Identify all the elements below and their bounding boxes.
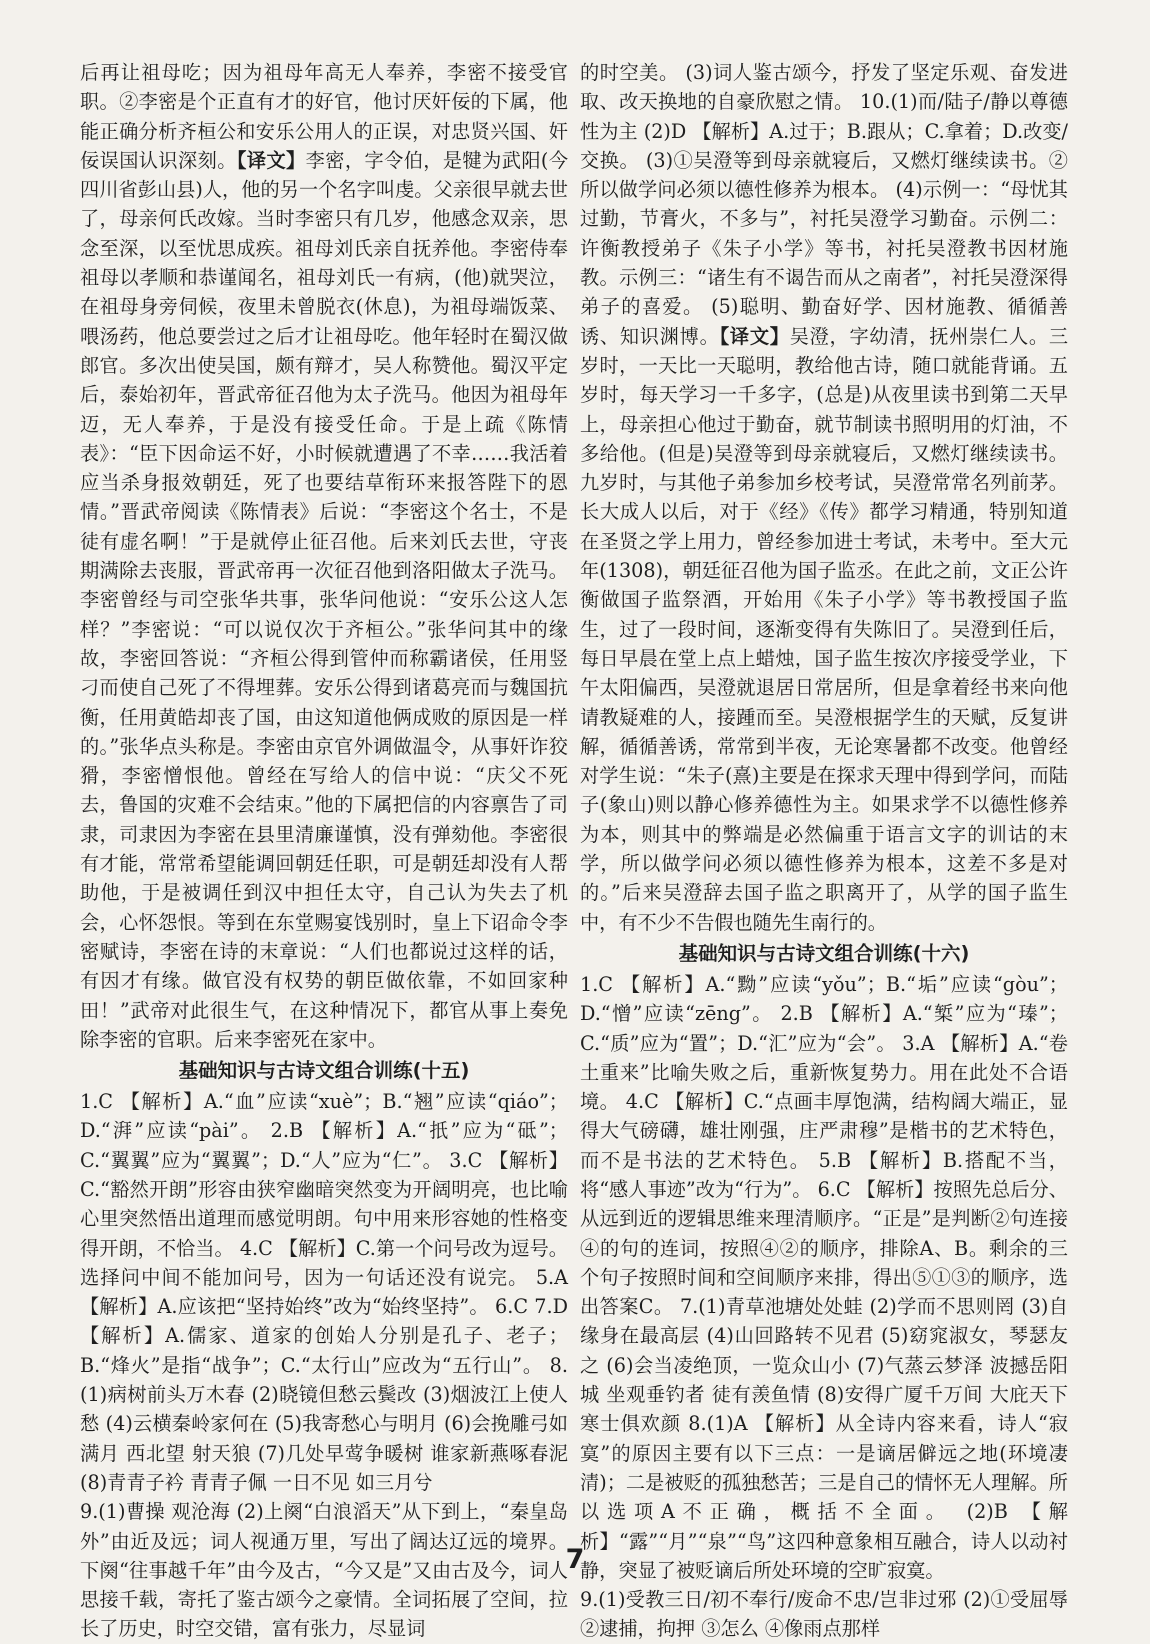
paragraph: 9.(1)曹操 观沧海 (2)上阕“白浪滔天”从下到上，“秦皇岛外”由近及远；词人视通万里，写出了阔达辽远的境界。下阕“往事越千年”由今及古，“今又是”又由古及今，词人思接千载，寄托了鉴古颂今之豪情。全词拓展了空间，拉长了历史，时空交错，富有张力，尽显词	[80, 1500, 568, 1641]
paragraph: 1.C 【解析】A.“黝”应读“yǒu”；B.“垢”应读“gòu”；D.“憎”应读“zēng”。 2.B 【解析】A.“椠”应为“瑧”；C.“质”应为“置”；D.“汇”应为“会”。 3.A 【解析】A.“卷土重来”比喻失败之后，重新恢复势力。用在此处不合语境。 4.C 【解析】C.“点画丰厚饱满，结构阔大端正，显得大气磅礴，雄壮刚强，庄严肃穆”是楷书的艺术特色，而不是书法的艺术特色。 5.B 【解析】B.搭配不当，将“感人事迹”改为“行为”。 6.C 【解析】按照先总后分、从远到近的逻辑思维来理清顺序。“正是”是判断②句连接④的句的连词，按照④②的顺序，排除A、B。剩余的三个句子按照时间和空间顺序来排，得出⑤①③的顺序，选出答案C。 7.(1)青草池塘处处蛙 (2)学而不思则罔 (3)自缘身在最高层 (4)山回路转不见君 (5)窈窕淑女，琴瑟友之 (6)会当凌绝顶，一览众山小 (7)气蒸云梦泽 波撼岳阳城 坐观垂钓者 徒有羡鱼情 (8)安得广厦千万间 大庇天下寒士俱欢颜 8.(1)A 【解析】从全诗内容来看，诗人“寂寞”的原因主要有以下三点：一是谪居僻远之地(环境凄清)；二是被贬的孤独愁苦；三是自己的情怀无人理解。所以选项A不正确，概括不全面。 (2)B 【解析】“露”“月”“泉”“鸟”这四种意象相互融合，诗人以动衬静，突显了被贬谪后所处环境的空旷寂寞。	[580, 972, 1068, 1582]
paragraph: 1.C 【解析】A.“血”应读“xuè”；B.“翘”应读“qiáo”；D.“湃”应读“pài”。 2.B 【解析】A.“扺”应为“砥”；C.“翼翼”应为“翼翼”；D.“人”应为“仁”。 3.C 【解析】C.“豁然开朗”形容由狭窄幽暗突然变为开阔明亮，也比喻心里突然悟出道理而感觉明朗。句中用来形容她的性格变得开朗，不恰当。 4.C 【解析】C.第一个问号改为逗号。选择问中间不能加问号，因为一句话还没有说完。 5.A 【解析】A.应该把“坚持始终”改为“始终坚持”。 6.C 7.D 【解析】A.儒家、道家的创始人分别是孔子、老子；B.“烽火”是指“战争”；C.“太行山”应改为“五行山”。 8.(1)病树前头万木春 (2)晓镜但愁云鬓改 (3)烟波江上使人愁 (4)云横秦岭家何在 (5)我寄愁心与明月 (6)会挽雕弓如满月 西北望 射天狼 (7)几处早莺争暖树 谁家新燕啄春泥 (8)青青子衿 青青子佩 一日不见 如三月兮	[80, 1090, 568, 1494]
paragraph: 9.(1)受教三日/初不奉行/废命不忠/岂非过邪 (2)①受屈辱 ②逮捕，拘押 ③怎么 ④像雨点那样	[580, 1588, 1068, 1641]
paragraph	[80, 58, 568, 1054]
translation-tag: 【译文】	[236, 148, 306, 172]
right-column	[580, 58, 1069, 1641]
answer-text: 后再让祖母吃；因为祖母年高无人奉养，李密不接受官职。②李密是个正直有才的好官，他讨厌奸佞的下属，他能正确分析齐桓公和安乐公用人的正误，对忠贤兴国、奸佞误国认识深刻。	[80, 61, 568, 172]
paragraph	[580, 58, 1068, 937]
section-heading-16: 基础知识与古诗文组合训练(十六)	[678, 941, 970, 965]
page-number: 7	[565, 1544, 585, 1575]
section-heading-15: 基础知识与古诗文组合训练(十五)	[178, 1059, 470, 1083]
translation-text: 吴澄，字幼清，抚州崇仁人。三岁时，一天比一天聪明，教给他古诗，随口就能背诵。五岁时，每天学习一千多字，(总是)从夜里读书到第二天早上，母亲担心他过于勤奋，就节制读书照明用的灯油，不多给他。(但是)吴澄等到母亲就寝后，又燃灯继续读书。九岁时，与其他子弟参加乡校考试，吴澄常常名列前茅。长大成人以后，对于《经》《传》都学习精通，特别知道在圣贤之学上用力，曾经参加进士考试，未考中。至大元年(1308)，朝廷征召他为国子监丞。在此之前，文正公许衡做国子监祭酒，开始用《朱子小学》等书教授国子监生，过了一段时间，逐渐变得有失陈旧了。吴澄到任后，每日早晨在堂上点上蜡烛，国子监生按次序接受学业，下午太阳偏西，吴澄就退居日常居所，但是拿着经书来向他请教疑难的人，接踵而至。吴澄根据学生的天赋，反复讲解，循循善诱，常常到半夜，无论寒暑都不改变。他曾经对学生说：“朱子(熹)主要是在探求天理中得到学问，而陆子(象山)则以静心修养德性为主。如果求学不以德性修养为本，则其中的弊端是必然偏重于语言文字的训诂的末学，所以做学问必须以德性修养为根本，这差不多是对的。”后来吴澄辞去国子监之职离开了，从学的国子监生中，有不少不告假也随先生南行的。	[580, 324, 1069, 934]
translation-tag: 【译文】	[719, 324, 790, 348]
answer-text: 的时空美。 (3)词人鉴古颂今，抒发了坚定乐观、奋发进取、改天换地的自豪欣慰之情。 10.(1)而/陆子/静以尊德性为主 (2)D 【解析】A.过于；B.跟从；C.拿着；D.改变/交换。 (3)①吴澄等到母亲就寝后，又燃灯继续读书。②所以做学问必须以德性修养为根本。 (4)示例一：“母忧其过勤，节膏火，不多与”，衬托吴澄学习勤奋。示例二：许衡教授弟子《朱子小学》等书，衬托吴澄教书因材施教。示例三：“诸生有不谒告而从之南者”，衬托吴澄深得弟子的喜爱。 (5)聪明、勤奋好学、因材施教、循循善诱、知识渊博。	[580, 61, 1068, 348]
left-column	[80, 58, 569, 1641]
translation-text: 李密，字令伯，是犍为武阳(今四川省彭山县)人，他的另一个名字叫虔。父亲很早就去世了，母亲何氏改嫁。当时李密只有几岁，他感念双亲，思念至深，以至忧思成疾。祖母刘氏亲自抚养他。李密侍奉祖母以孝顺和恭谨闻名，祖母刘氏一有病，(他)就哭泣，在祖母身旁伺候，夜里未曾脱衣(休息)，为祖母端饭菜、喂汤药，他总要尝过之后才让祖母吃。他年轻时在蜀汉做郎官。多次出使吴国，颇有辩才，吴人称赞他。蜀汉平定后，泰始初年，晋武帝征召他为太子洗马。他因为祖母年迈，无人奉养，于是没有接受任命。于是上疏《陈情表》：“臣下因命运不好，小时候就遭遇了不幸……我活着应当杀身报效朝廷，死了也要结草衔环来报答陛下的恩情。”晋武帝阅读《陈情表》后说：“李密这个名士，不是徒有虚名啊！”于是就停止征召他。后来刘氏去世，守丧期满除去丧服，晋武帝再一次征召他到洛阳做太子洗马。李密曾经与司空张华共事，张华问他说：“安乐公这人怎样？”李密说：“可以说仅次于齐桓公。”张华问其中的缘故，李密回答说：“齐桓公得到管仲而称霸诸侯，任用竖刁而使自己死了不得埋葬。安乐公得到诸葛亮而与魏国抗衡，任用黄皓却丧了国，由这知道他俩成败的原因是一样的。”张华点头称是。李密由京官外调做温令，从事奸诈狡猾，李密憎恨他。曾经在写给人的信中说：“庆父不死去，鲁国的灾难不会结束。”他的下属把信的内容禀告了司隶，司隶因为李密在县里清廉谨慎，没有弹劾他。李密很有才能，常常希望能调回朝廷任职，可是朝廷却没有人帮助他，于是被调任到汉中担任太守，自己认为失去了机会，心怀怨恨。等到在东堂赐宴饯别时，皇上下诏命令李密赋诗，李密在诗的末章说：“人们也都说过这样的话，有因才有缘。做官没有权势的朝臣做依靠，不如回家种田！”武帝对此很生气，在这种情况下，都官从事上奏免除李密的官职。后来李密死在家中。	[80, 148, 569, 1051]
